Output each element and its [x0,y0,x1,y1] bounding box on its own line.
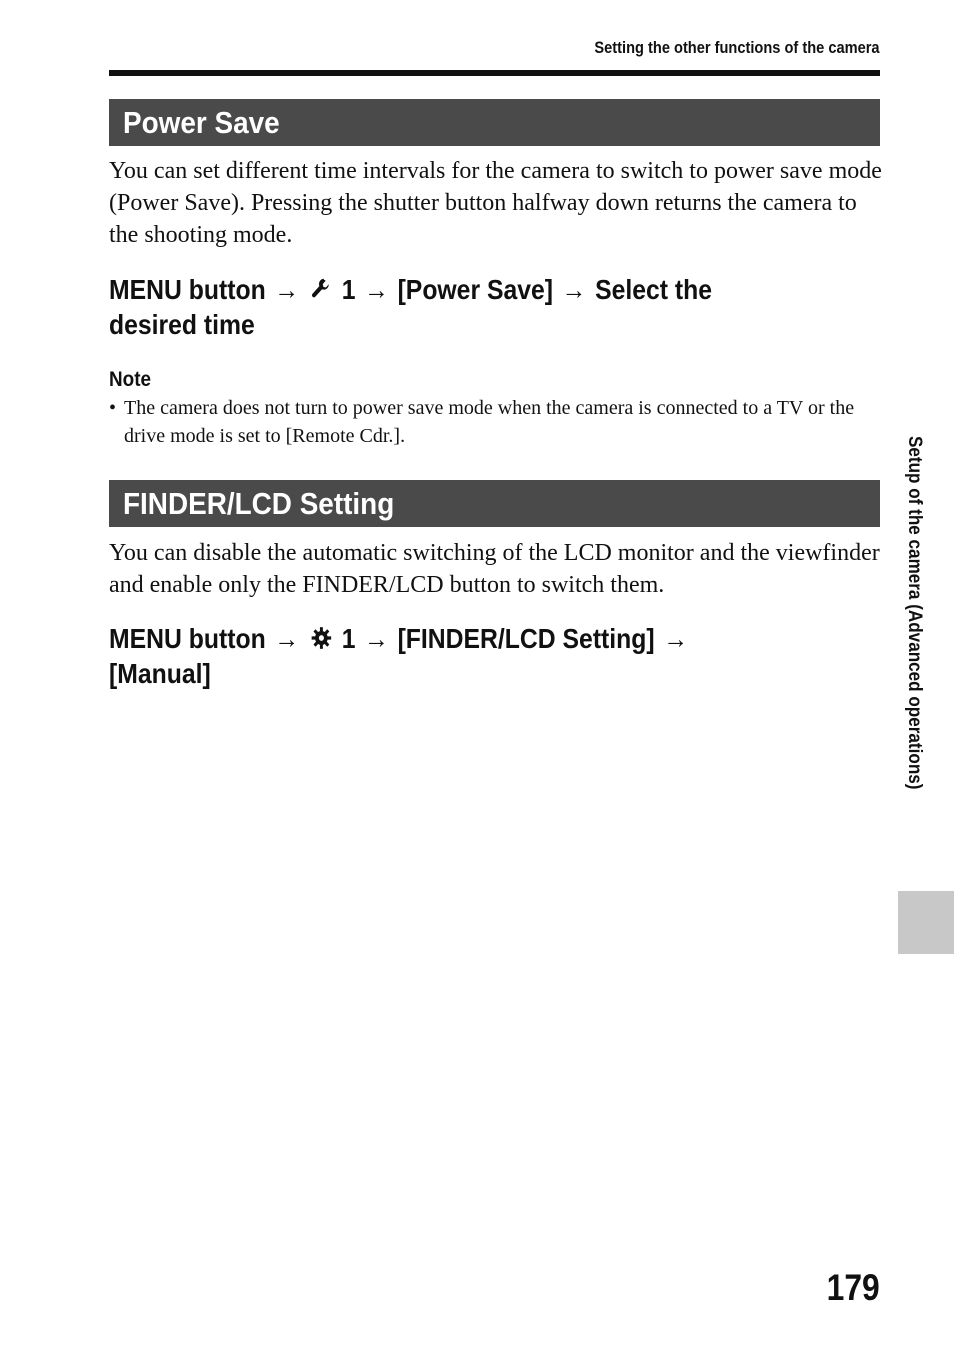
arrow-right-icon: → [364,623,389,654]
menu-path-item: [Power Save] [397,274,554,305]
note-title: Note [109,368,152,391]
note-list-item [109,394,884,450]
section-heading-power-save [109,99,880,146]
side-tab-label: Setup of the camera (Advanced operations) [904,436,925,790]
menu-path-tab-number: 1 [341,274,356,305]
menu-path-action: Select the desired time [109,274,713,340]
menu-path-start: MENU button [109,623,266,654]
menu-path-tab-number: 1 [341,623,356,654]
section-title: FINDER/LCD Setting [123,486,395,521]
note-bullet: • [109,397,117,419]
side-tab-marker [898,891,954,954]
menu-path-power-save [109,272,793,342]
section-body-text: You can disable the automatic switching of the LCD monitor and the viewfinder and enable only the FINDER/LCD button to switch them. [109,540,880,598]
menu-path-item: [FINDER/LCD Setting] [397,623,655,654]
wrench-icon [310,276,333,302]
arrow-right-icon: → [561,274,587,305]
header-rule [109,70,880,76]
arrow-right-icon: → [274,623,300,654]
menu-path-finder-lcd [109,621,793,691]
note-text: The camera does not turn to power save mode when the camera is connected to a TV or the drive mode is set to [Remote Cdr.]. [124,397,855,447]
section-heading-finder-lcd [109,480,880,527]
arrow-right-icon: → [364,274,389,305]
page-number: 179 [826,1267,880,1308]
menu-path-start: MENU button [109,274,266,305]
running-header: Setting the other functions of the camera [594,38,880,57]
gear-icon [310,625,333,651]
arrow-right-icon: → [274,274,300,305]
section-title: Power Save [123,105,280,140]
section-body-text: You can set different time intervals for the camera to switch to power save mode (Power Save). Pressing the shutter button halfway down returns the camera to the shooting mode. [109,158,882,248]
menu-path-action: [Manual] [109,658,211,689]
arrow-right-icon: → [663,623,689,654]
